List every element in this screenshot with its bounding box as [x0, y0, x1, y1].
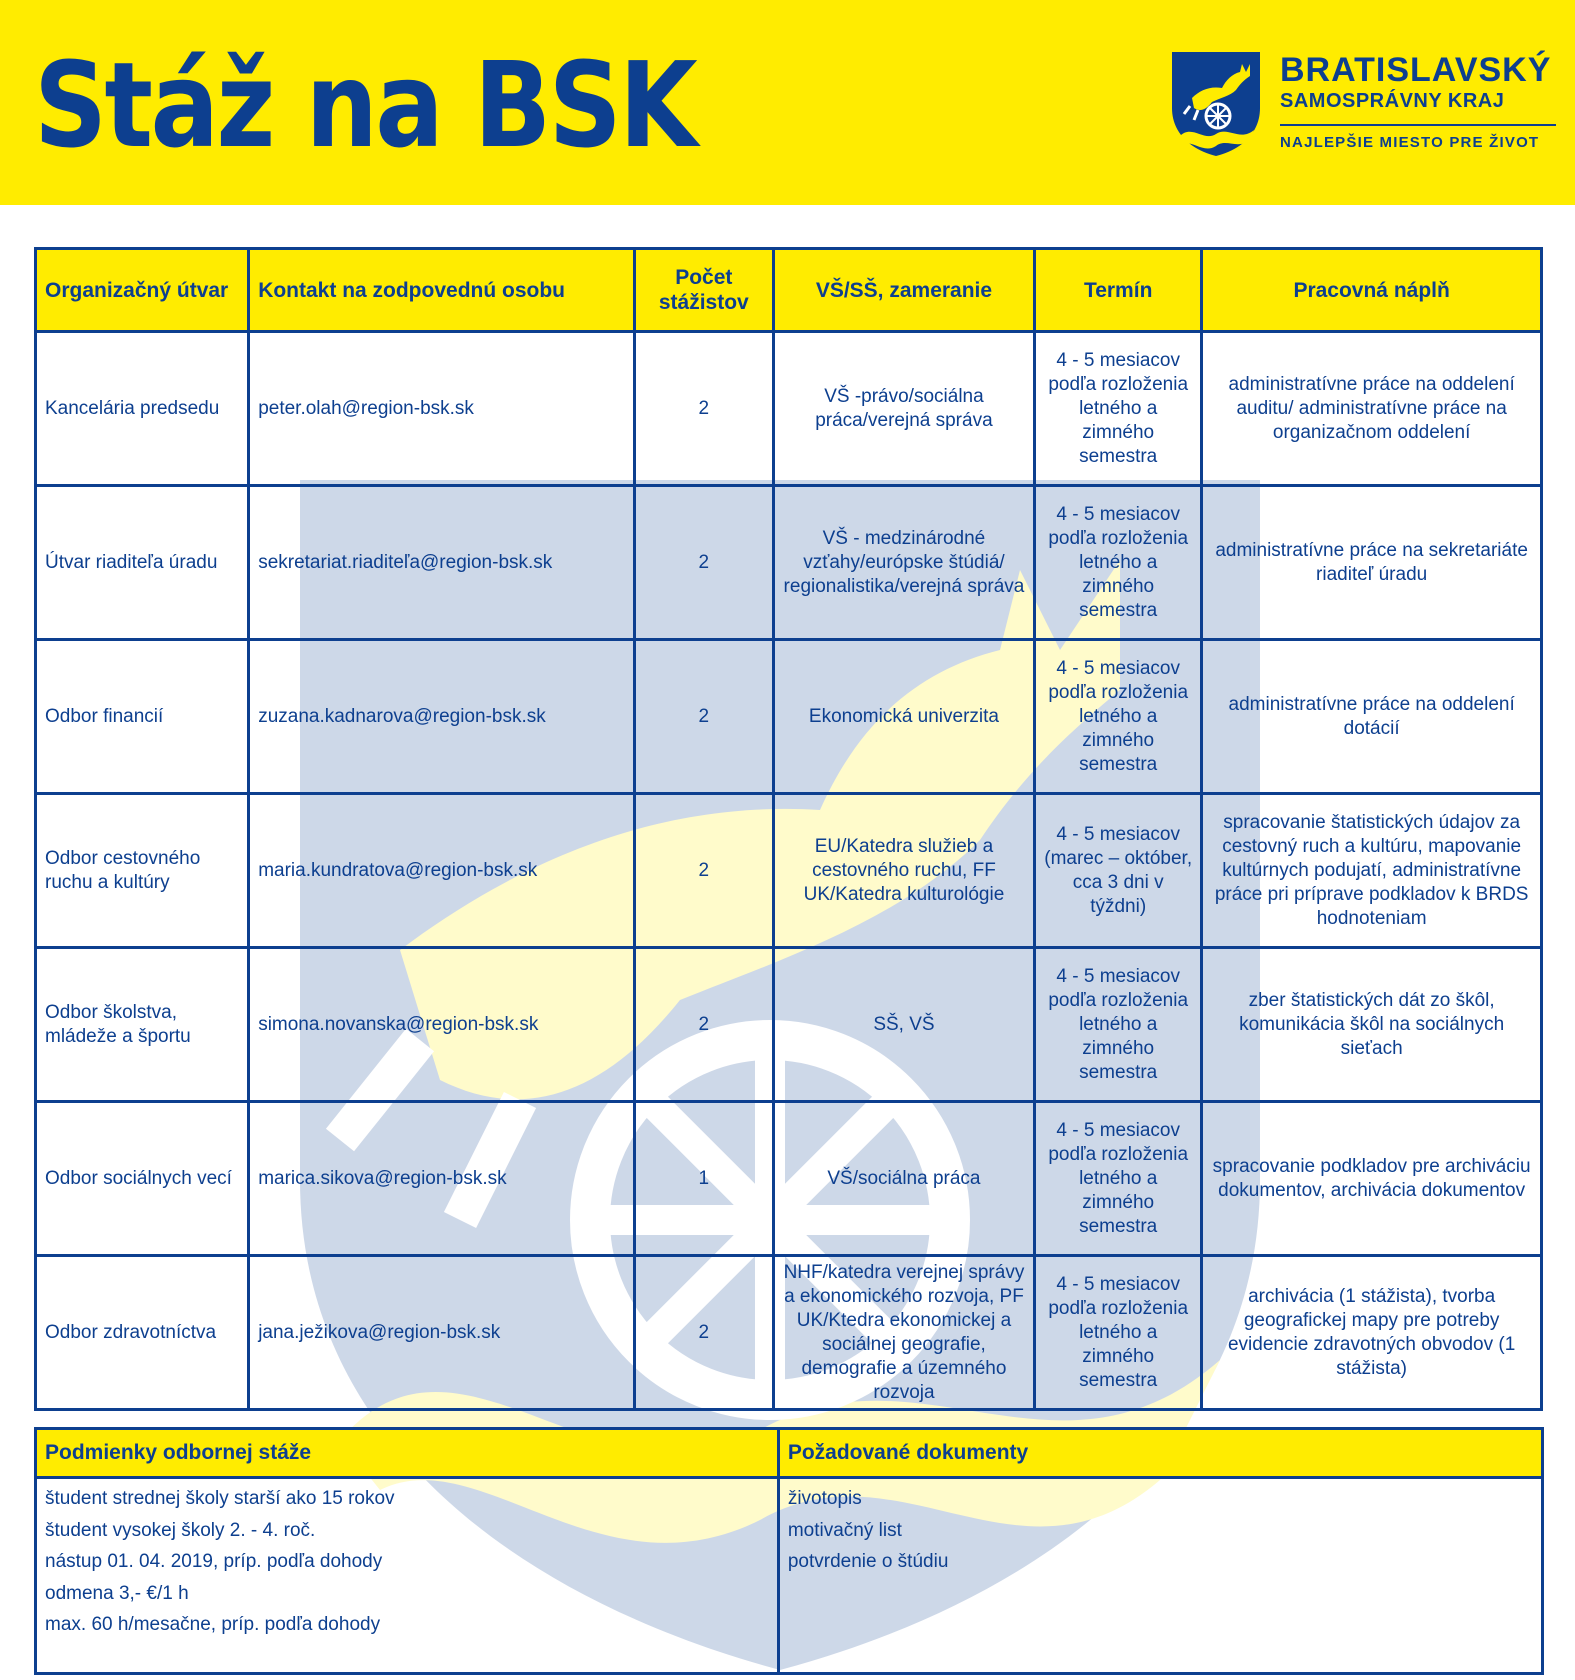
document-item: životopis: [787, 1488, 862, 1509]
conditions-list: [36, 1478, 779, 1674]
condition-item: odmena 3,- €/1 h: [45, 1582, 189, 1604]
field-cell: VŠ -právo/sociálna práca/verejná správa: [773, 332, 1034, 486]
field-cell: VŠ - medzinárodné vzťahy/európske štúdiá/ regionalistika/verejná správa: [773, 486, 1034, 640]
logo-subtitle: SAMOSPRÁVNY KRAJ: [1280, 90, 1505, 112]
bsk-logo: [1170, 50, 1560, 160]
unit-cell: Odbor financií: [36, 640, 249, 794]
term-cell: 4 - 5 mesiacov podľa rozloženia letného a zimného semestra: [1035, 486, 1202, 640]
column-header-contact: Kontakt na zodpovednú osobu: [249, 249, 635, 332]
table-row: [36, 640, 1542, 794]
condition-item: študent strednej školy starší ako 15 rokov: [45, 1488, 395, 1509]
term-cell: 4 - 5 mesiacov podľa rozloženia letného a zimného semestra: [1035, 1102, 1202, 1256]
contact-email-link[interactable]: maria.kundratova@region-bsk.sk: [249, 794, 635, 948]
field-cell: VŠ/sociálna práca: [773, 1102, 1034, 1256]
table-row: [36, 486, 1542, 640]
field-cell: EU/Katedra služieb a cestovného ruchu, FF UK/Katedra kulturológie: [773, 794, 1034, 948]
logo-name: BRATISLAVSKÝ: [1280, 51, 1552, 89]
column-header-field: VŠ/SŠ, zameranie: [773, 249, 1034, 332]
column-header-unit: Organizačný útvar: [36, 249, 249, 332]
table-row: [36, 1102, 1542, 1256]
table-header-row: [36, 249, 1542, 332]
field-cell: Ekonomická univerzita: [773, 640, 1034, 794]
coat-of-arms-icon: [1170, 50, 1262, 158]
document-item: potvrdenie o štúdiu: [787, 1551, 949, 1572]
count-cell: 2: [634, 794, 773, 948]
internship-table: [34, 247, 1543, 1411]
unit-cell: Odbor školstva, mládeže a športu: [36, 948, 249, 1102]
work-cell: spracovanie štatistických údajov za cestovný ruch a kultúru, mapovanie kultúrnych podujatí, administratívne práce pri príprave podkladov k BRDS hodnoteniam: [1202, 794, 1542, 948]
column-header-work: Pracovná náplň: [1202, 249, 1542, 332]
contact-email-link[interactable]: zuzana.kadnarova@region-bsk.sk: [249, 640, 635, 794]
table-row: [36, 1256, 1542, 1410]
field-cell: SŠ, VŠ: [773, 948, 1034, 1102]
work-cell: administratívne práce na oddelení auditu/ administratívne práce na organizačnom oddelení: [1202, 332, 1542, 486]
documents-title: Požadované dokumenty: [778, 1429, 1542, 1478]
table-row: [36, 332, 1542, 486]
unit-cell: Odbor sociálnych vecí: [36, 1102, 249, 1256]
contact-email-link[interactable]: jana.ježikova@region-bsk.sk: [249, 1256, 635, 1410]
contact-email-link[interactable]: peter.olah@region-bsk.sk: [249, 332, 635, 486]
term-cell: 4 - 5 mesiacov podľa rozloženia letného a zimného semestra: [1035, 332, 1202, 486]
count-cell: 2: [634, 1256, 773, 1410]
work-cell: administratívne práce na oddelení dotácií: [1202, 640, 1542, 794]
column-header-term: Termín: [1035, 249, 1202, 332]
count-cell: 2: [634, 948, 773, 1102]
condition-item: nástup 01. 04. 2019, príp. podľa dohody: [45, 1551, 383, 1572]
logo-divider: [1280, 124, 1556, 126]
unit-cell: Odbor cestovného ruchu a kultúry: [36, 794, 249, 948]
logo-motto: NAJLEPŠIE MIESTO PRE ŽIVOT: [1280, 134, 1540, 151]
contact-email-link[interactable]: simona.novanska@region-bsk.sk: [249, 948, 635, 1102]
work-cell: spracovanie podkladov pre archiváciu dokumentov, archivácia dokumentov: [1202, 1102, 1542, 1256]
field-cell: NHF/katedra verejnej správy a ekonomického rozvoja, PF UK/Ktedra ekonomickej a sociálnej geografie, demografie a územného rozvoja: [773, 1256, 1034, 1410]
conditions-body-row: [36, 1478, 1543, 1674]
contact-email-link[interactable]: sekretariat.riaditeľa@region-bsk.sk: [249, 486, 635, 640]
count-cell: 2: [634, 640, 773, 794]
count-cell: 2: [634, 486, 773, 640]
count-cell: 1: [634, 1102, 773, 1256]
unit-cell: Odbor zdravotníctva: [36, 1256, 249, 1410]
contact-email-link[interactable]: marica.sikova@region-bsk.sk: [249, 1102, 635, 1256]
term-cell: 4 - 5 mesiacov podľa rozloženia letného a zimného semestra: [1035, 948, 1202, 1102]
logo-text: [1280, 52, 1556, 154]
condition-item: študent vysokej školy 2. - 4. roč.: [45, 1519, 316, 1541]
page-title: Stáž na BSK: [34, 36, 696, 174]
work-cell: zber štatistických dát zo škôl, komunikácia škôl na sociálnych sieťach: [1202, 948, 1542, 1102]
column-header-count: Počet stážistov: [634, 249, 773, 332]
unit-cell: Útvar riaditeľa úradu: [36, 486, 249, 640]
conditions-header-row: [36, 1429, 1543, 1478]
work-cell: administratívne práce na sekretariáte riaditeľ úradu: [1202, 486, 1542, 640]
header-banner: [0, 0, 1575, 205]
work-cell: archivácia (1 stážista), tvorba geografickej mapy pre potreby evidencie zdravotných obvodov (1 stážista): [1202, 1256, 1542, 1410]
term-cell: 4 - 5 mesiacov podľa rozloženia letného a zimného semestra: [1035, 1256, 1202, 1410]
table-row: [36, 794, 1542, 948]
term-cell: 4 - 5 mesiacov (marec – október, cca 3 dni v týždni): [1035, 794, 1202, 948]
unit-cell: Kancelária predsedu: [36, 332, 249, 486]
table-row: [36, 948, 1542, 1102]
documents-list: [778, 1478, 1542, 1674]
term-cell: 4 - 5 mesiacov podľa rozloženia letného a zimného semestra: [1035, 640, 1202, 794]
count-cell: 2: [634, 332, 773, 486]
document-item: motivačný list: [787, 1519, 902, 1541]
conditions-table: [34, 1427, 1544, 1675]
conditions-title: Podmienky odbornej stáže: [36, 1429, 779, 1478]
condition-item: max. 60 h/mesačne, príp. podľa dohody: [45, 1614, 381, 1635]
